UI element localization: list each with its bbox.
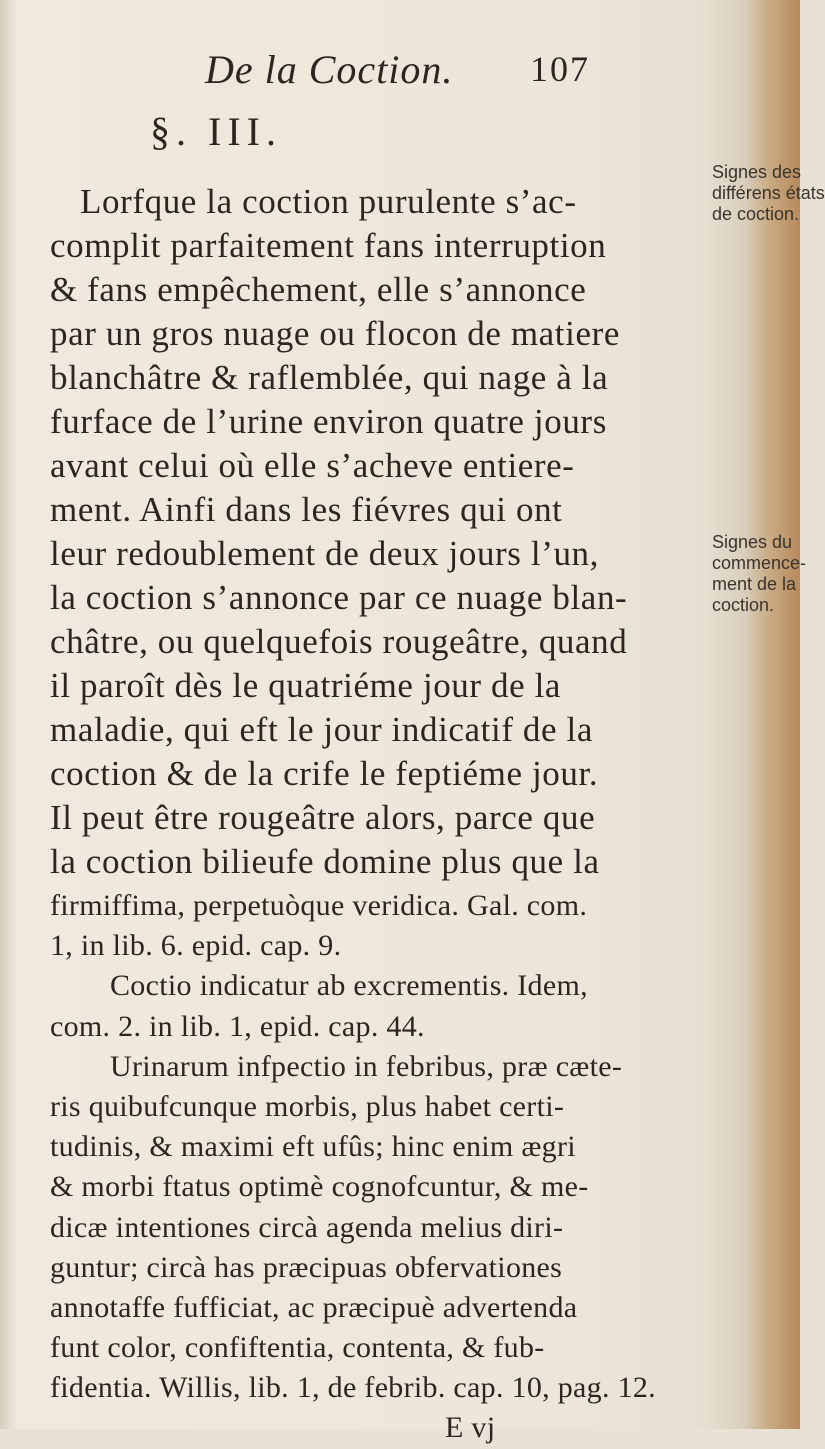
page-number: 107 — [530, 49, 590, 89]
text-line: la coction bilieufe domine plus que la — [50, 842, 600, 881]
footnote-line: & morbi ftatus optimè cognofcuntur, & me- — [50, 1170, 589, 1204]
footnote-line: dicæ intentiones circà agenda melius diri- — [50, 1210, 564, 1244]
text-line: maladie, qui eft le jour indicatif de la — [50, 710, 593, 749]
text-line: avant celui où elle s’acheve entiere- — [50, 446, 575, 485]
text-line: complit parfaitement fans interruption — [50, 226, 607, 265]
text-line: Lorfque la coction purulente s’ac- — [80, 182, 577, 221]
text-line: il paroît dès le quatriéme jour de la — [50, 666, 562, 705]
footnote-line: firmiffima, perpetuòque veridica. Gal. com. — [50, 889, 588, 922]
footnote-line: Coctio indicatur ab excrementis. Idem, — [110, 969, 588, 1003]
margin-note-line: de coction. — [712, 204, 800, 224]
footnote-line: fidentia. Willis, lib. 1, de febrib. cap. 10, pag. 12. — [50, 1371, 656, 1405]
text-line: blanchâtre & raflemblée, qui nage à la — [50, 358, 609, 397]
margin-note-line: coction. — [712, 595, 775, 615]
text-line: châtre, ou quelquefois rougeâtre, quand — [50, 622, 628, 661]
margin-note-signs-beginning — [712, 532, 807, 616]
text-line: la coction s’annonce par ce nuage blan- — [50, 578, 628, 617]
footnote-line: com. 2. in lib. 1, epid. cap. 44. — [50, 1009, 425, 1043]
footnote-line: guntur; circà has præcipuas obfervationes — [50, 1250, 563, 1284]
page-header — [0, 28, 800, 92]
text-line: par un gros nuage ou flocon de matiere — [50, 314, 620, 353]
text-line: coction & de la crife le feptiéme jour. — [50, 754, 599, 793]
page-gutter-shadow — [0, 0, 18, 1429]
text-line: ment. Ainfi dans les fiévres qui ont — [50, 490, 563, 529]
footnote-line: annotaffe fufficiat, ac præcipuè advertenda — [50, 1290, 578, 1324]
footnote-line: tudinis, & maximi eft ufûs; hinc enim ægri — [50, 1130, 576, 1164]
section-heading: §. III. — [150, 109, 282, 154]
main-text-block — [50, 180, 700, 884]
latin-footnote-block — [50, 886, 700, 1449]
margin-note-line: ment de la — [712, 574, 797, 594]
footnote-line: 1, in lib. 6. epid. cap. 9. — [50, 929, 342, 963]
margin-note-line: commence- — [712, 553, 807, 573]
margin-note-line: Signes des — [712, 162, 802, 182]
running-title: De la Coction. — [205, 47, 454, 92]
text-line: & fans empêchement, elle s’annonce — [50, 270, 587, 309]
signature-mark: E vj — [445, 1411, 496, 1445]
footnote-line: Urinarum infpectio in febribus, præ cæte- — [110, 1049, 623, 1083]
margin-note-signs-states — [712, 162, 825, 225]
text-line: Il peut être rougeâtre alors, parce que — [50, 798, 596, 837]
text-line: furface de l’urine environ quatre jours — [50, 402, 607, 441]
margin-note-line: Signes du — [712, 532, 793, 552]
text-line: leur redoublement de deux jours l’un, — [50, 534, 599, 573]
footnote-line: funt color, confiftentia, contenta, & fub- — [50, 1331, 545, 1365]
margin-note-line: différens états — [712, 183, 825, 203]
footnote-line: ris quibufcunque morbis, plus habet certi- — [50, 1089, 565, 1123]
